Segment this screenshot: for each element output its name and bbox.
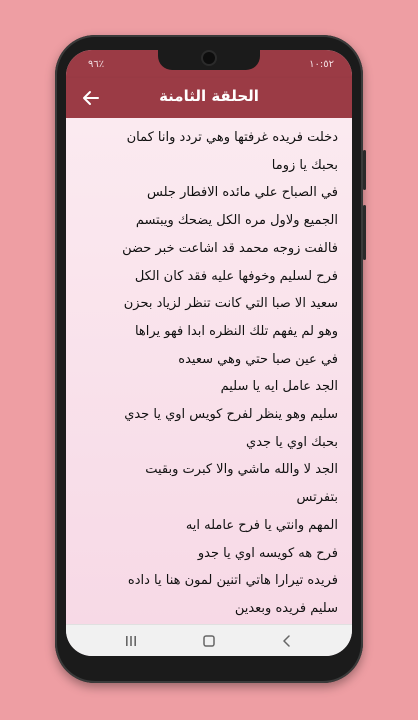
power-button: [363, 205, 366, 260]
story-line: الجد عامل ايه يا سليم: [220, 379, 338, 395]
story-line: بحبك يا زوما: [271, 157, 338, 173]
recents-button[interactable]: [123, 633, 139, 649]
page-title: الحلقة الثامنة: [159, 87, 259, 105]
story-line: فالفت زوجه محمد قد اشاعت خبر حضن: [122, 240, 338, 256]
clock: ١٠:٥٢: [309, 59, 334, 70]
back-nav-button[interactable]: [279, 633, 295, 649]
story-line: فرح هه كويسه اوي يا جدو: [197, 545, 338, 561]
story-line: في الصباح علي مائده الافطار جلس: [147, 185, 338, 201]
front-camera: [203, 52, 215, 64]
story-line: المهم وانتي يا فرح عامله ايه: [185, 517, 338, 533]
story-text: [74, 124, 338, 623]
status-bar: [66, 50, 352, 78]
volume-button: [363, 150, 366, 190]
story-line: وهو لم يفهم تلك النظره ابدا فهو يراها: [134, 323, 338, 339]
story-line: دخلت فريده غرفتها وهي تردد وانا كمان: [126, 130, 338, 145]
phone-screen: [66, 50, 352, 656]
story-line: فريده تيرارا هاتي اتنين لمون هنا يا داده: [127, 573, 338, 589]
story-content[interactable]: [66, 118, 352, 624]
home-icon: [201, 633, 217, 649]
recents-icon: [123, 633, 139, 649]
story-line: في عين صبا حتي وهي سعيده: [178, 351, 338, 367]
story-line: بحبك اوي يا جدي: [246, 434, 338, 450]
system-navigation-bar: [66, 624, 352, 656]
story-line: الجد لا والله ماشي والا كبرت وبقيت: [145, 462, 338, 478]
home-button[interactable]: [201, 633, 217, 649]
story-line: سعيد الا صبا التي كانت تنظر لزياد بحزن: [123, 296, 338, 312]
app-bar: [66, 78, 352, 118]
story-line: بتفرتس: [296, 490, 338, 506]
story-line: فرح لسليم وخوفها عليه فقد كان الكل: [134, 268, 338, 284]
battery-status: ٪٩٦: [88, 59, 105, 70]
story-line: سليم وهو ينظر لفرح كويس اوي يا جدي: [124, 407, 338, 423]
story-line: الجميع ولاول مره الكل يضحك ويبتسم: [135, 213, 338, 229]
back-nav-icon: [279, 633, 295, 649]
story-line: سليم فريده وبعدين: [234, 600, 338, 616]
